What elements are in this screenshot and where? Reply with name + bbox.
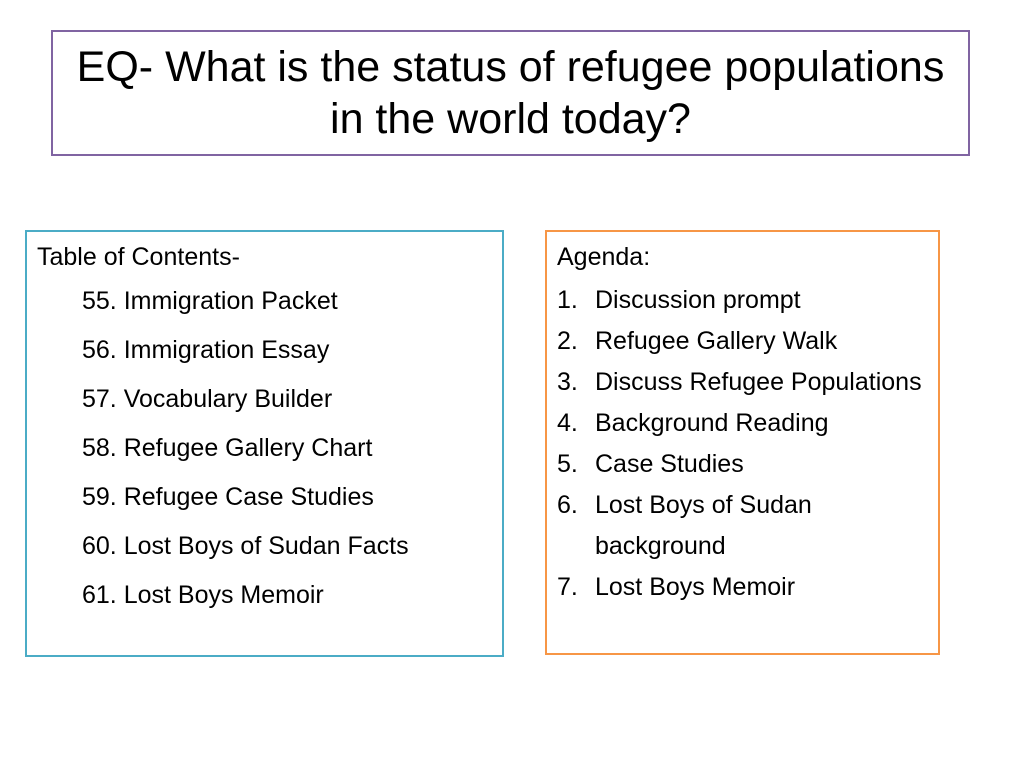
agenda-item — [557, 485, 928, 567]
toc-item: 55. Immigration Packet — [82, 287, 338, 315]
toc-item: 56. Immigration Essay — [82, 336, 330, 364]
toc-item: 58. Refugee Gallery Chart — [82, 434, 373, 462]
agenda-heading: Agenda: — [557, 243, 651, 271]
slide-title: EQ- What is the status of refugee populations in the world today? — [76, 43, 945, 143]
agenda-item-number: 7. — [557, 573, 578, 601]
title-box — [51, 30, 970, 156]
agenda-item-text: Refugee Gallery Walk — [595, 327, 838, 355]
toc-heading: Table of Contents- — [37, 243, 240, 271]
agenda-item-text: Background Reading — [595, 409, 829, 437]
agenda-item-text: Case Studies — [595, 450, 744, 478]
agenda-item — [557, 403, 928, 444]
agenda-item-text: Discussion prompt — [595, 286, 801, 314]
agenda-item — [557, 444, 928, 485]
agenda-item-number: 4. — [557, 409, 578, 437]
agenda-item — [557, 280, 928, 321]
toc-item: 57. Vocabulary Builder — [82, 385, 333, 413]
toc-item: 60. Lost Boys of Sudan Facts — [82, 532, 409, 560]
table-of-contents-box — [25, 230, 504, 657]
agenda-item-text: Lost Boys Memoir — [595, 573, 796, 601]
agenda-item — [557, 362, 928, 403]
toc-list — [37, 286, 492, 610]
agenda-item-number: 5. — [557, 450, 578, 478]
agenda-item-text: Discuss Refugee Populations — [595, 368, 922, 396]
agenda-item-number: 1. — [557, 286, 578, 314]
toc-item: 59. Refugee Case Studies — [82, 483, 374, 511]
agenda-item-number: 3. — [557, 368, 578, 396]
agenda-item-number: 6. — [557, 491, 578, 519]
agenda-item — [557, 567, 928, 608]
agenda-item — [557, 321, 928, 362]
agenda-item-text: Lost Boys of Sudan background — [595, 491, 812, 560]
agenda-box — [545, 230, 940, 655]
agenda-item-number: 2. — [557, 327, 578, 355]
agenda-list — [557, 280, 928, 608]
toc-item: 61. Lost Boys Memoir — [82, 581, 324, 609]
